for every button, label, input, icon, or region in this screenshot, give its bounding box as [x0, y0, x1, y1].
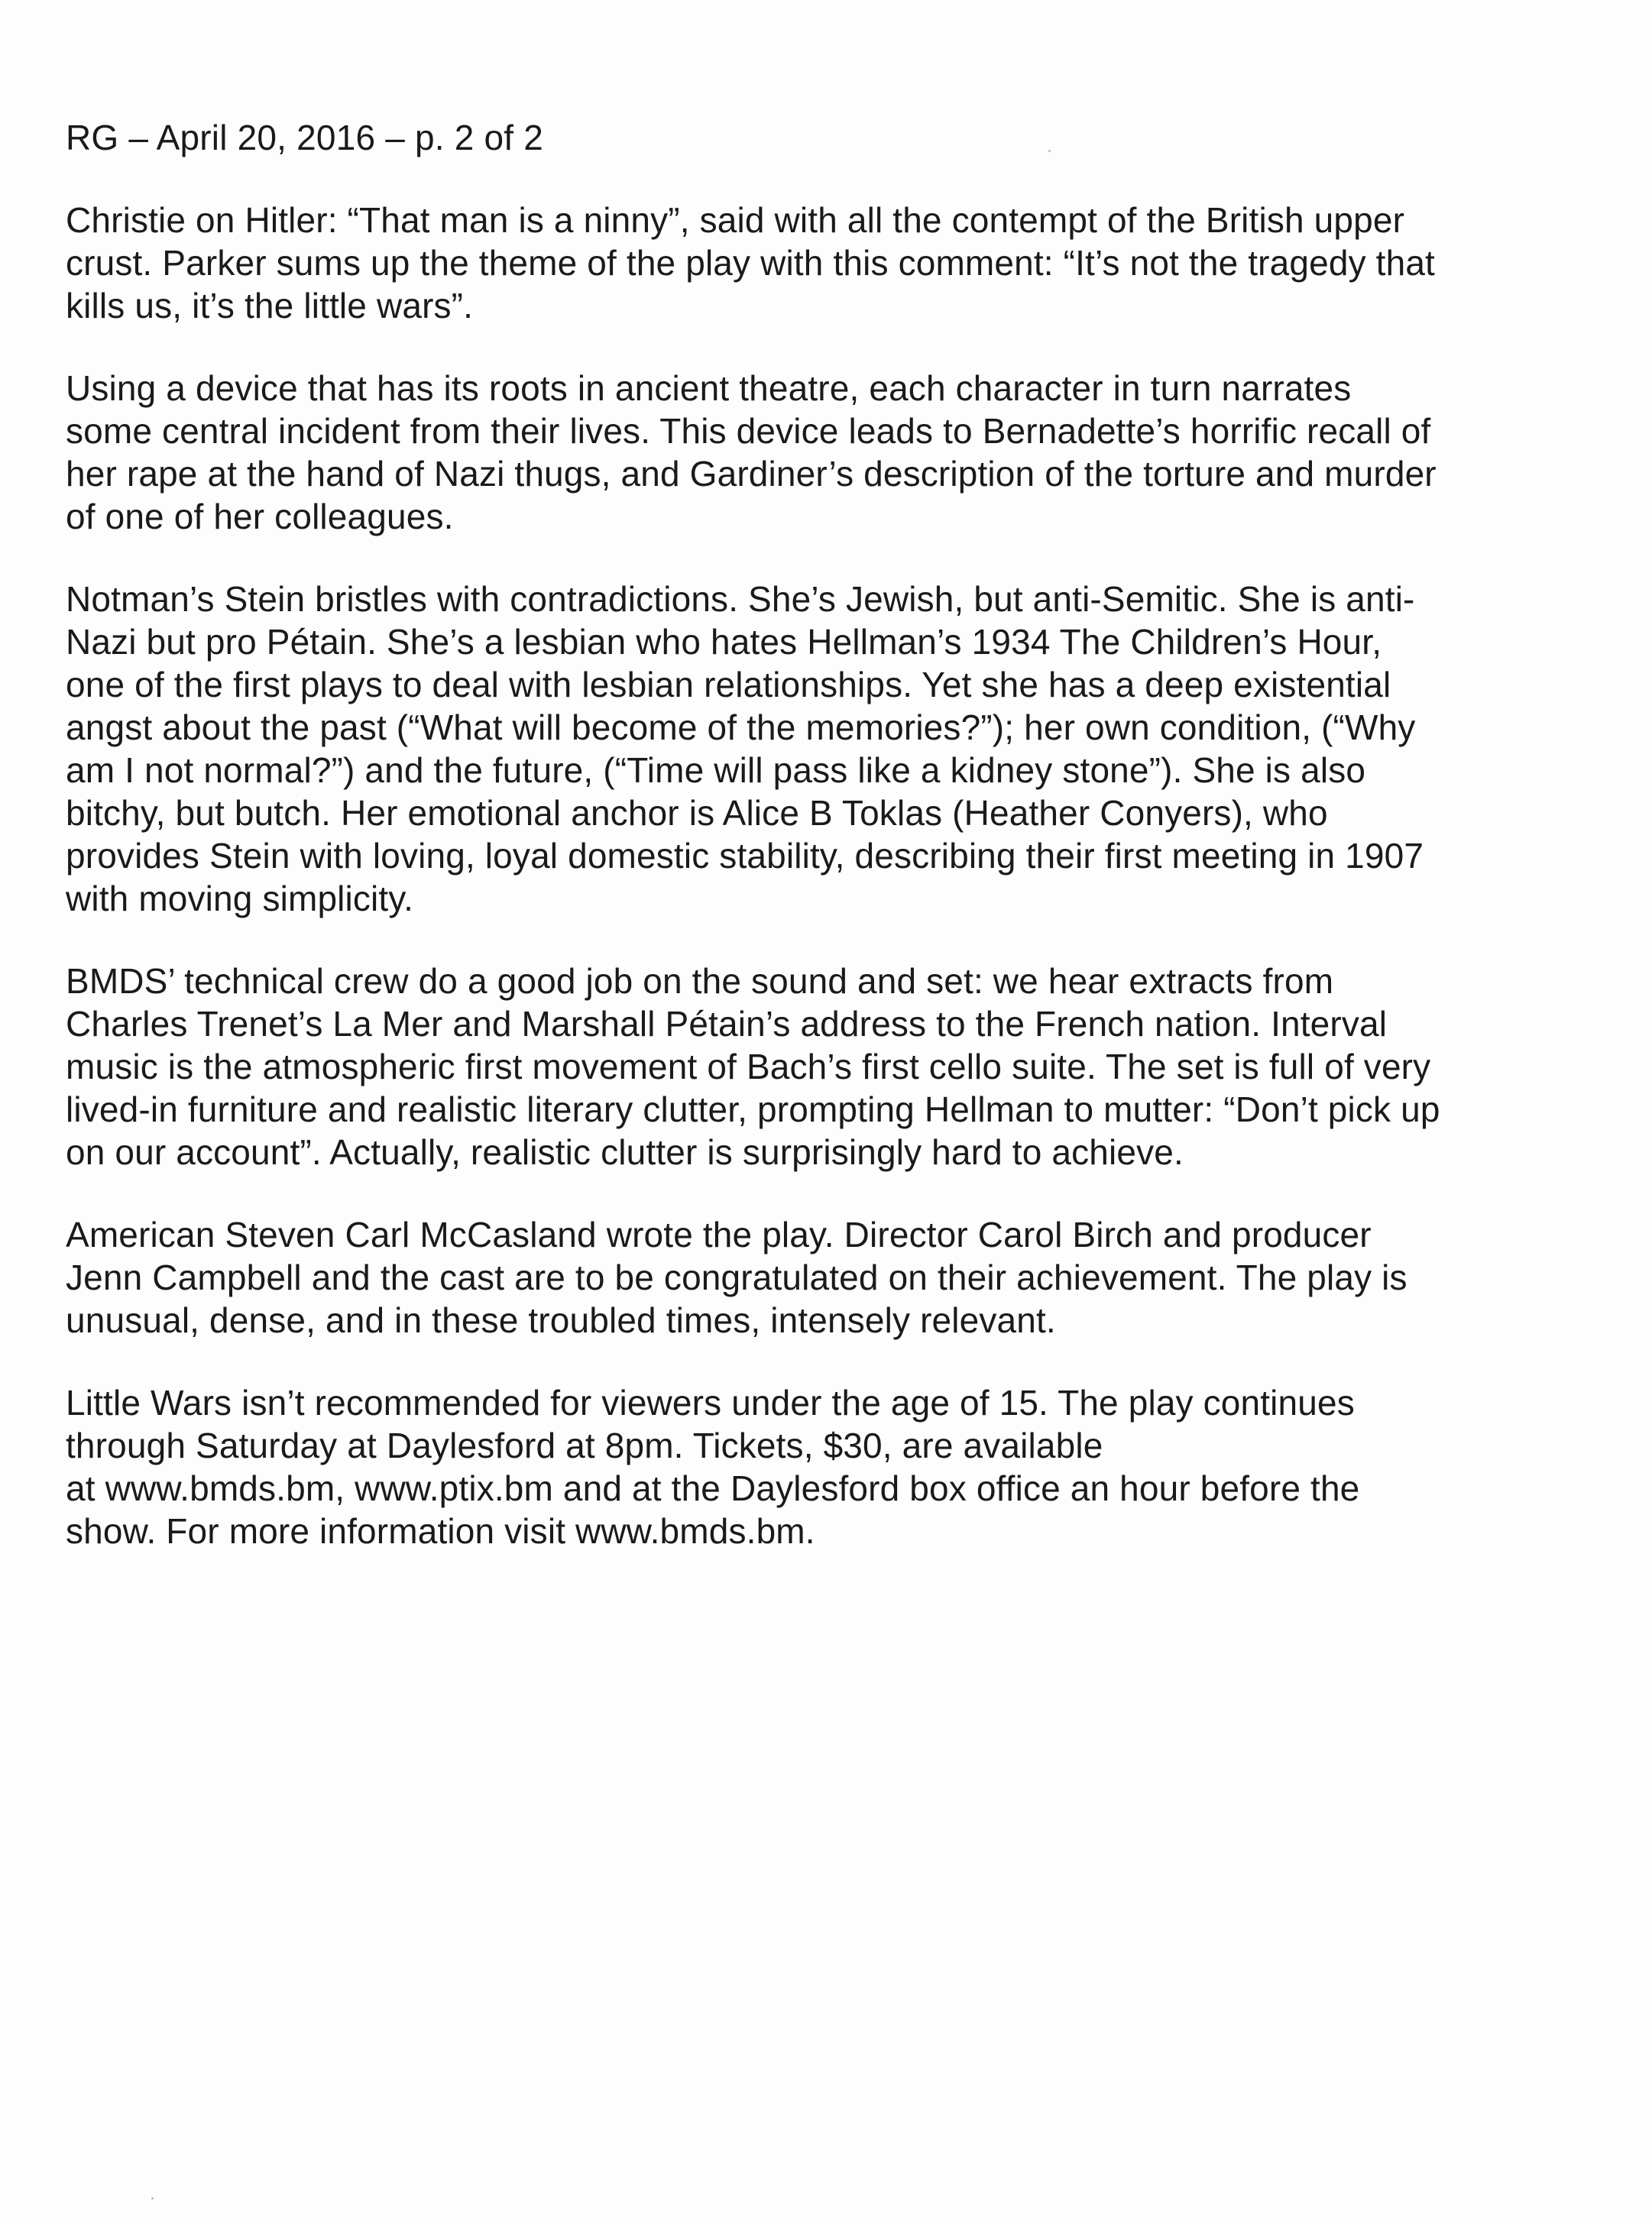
paragraph-narration-device: [66, 367, 1594, 538]
text-line: of one of her colleagues.: [66, 497, 454, 536]
text-line: bitchy, but butch. Her emotional anchor is Alice B Toklas (Heather Conyers), who: [66, 793, 1328, 833]
text-line: kills us, it’s the little wars”.: [66, 286, 474, 325]
text-line: some central incident from their lives. This device leads to Bernadette’s horrific recall of: [66, 411, 1431, 451]
text-line: crust. Parker sums up the theme of the play with this comment: “It’s not the tragedy that: [66, 243, 1435, 283]
text-line: music is the atmospheric first movement of Bach’s first cello suite. The set is full of very: [66, 1047, 1431, 1086]
text-line: Jenn Campbell and the cast are to be congratulated on their achievement. The play is: [66, 1258, 1407, 1297]
text-line: Nazi but pro Pétain. She’s a lesbian who hates Hellman’s 1934 The Children’s Hour,: [66, 622, 1382, 662]
text-line: Little Wars isn’t recommended for viewers under the age of 15. The play continues: [66, 1383, 1355, 1423]
text-line: with moving simplicity.: [66, 879, 414, 918]
text-line: one of the first plays to deal with lesbian relationships. Yet she has a deep existential: [66, 665, 1391, 704]
text-line: her rape at the hand of Nazi thugs, and Gardiner’s description of the torture and murder: [66, 454, 1437, 494]
page-reference-line: RG – April 20, 2016 – p. 2 of 2: [66, 118, 544, 157]
document-body: [66, 116, 1594, 1592]
text-line: on our account”. Actually, realistic clutter is surprisingly hard to achieve.: [66, 1132, 1184, 1172]
text-line: lived-in furniture and realistic literary clutter, prompting Hellman to mutter: “Don’t pick up: [66, 1089, 1440, 1129]
text-line: provides Stein with loving, loyal domestic stability, describing their first meeting in 1907: [66, 836, 1424, 876]
scan-speck: [151, 2197, 154, 2200]
text-line: at www.bmds.bm, www.ptix.bm and at the Daylesford box office an hour before the: [66, 1468, 1360, 1508]
text-line: angst about the past (“What will become of the memories?”); her own condition, (“Why: [66, 707, 1416, 747]
text-line: BMDS’ technical crew do a good job on the sound and set: we hear extracts from: [66, 961, 1334, 1001]
text-line: American Steven Carl McCasland wrote the play. Director Carol Birch and producer: [66, 1215, 1372, 1254]
text-line: am I not normal?”) and the future, (“Time will pass like a kidney stone”). She is also: [66, 750, 1366, 790]
paragraph-credits: [66, 1213, 1594, 1342]
text-line: through Saturday at Daylesford at 8pm. Tickets, $30, are available: [66, 1426, 1103, 1465]
paragraph-ticket-info: [66, 1381, 1594, 1552]
paragraph-hitler-quote: [66, 199, 1594, 327]
text-line: Charles Trenet’s La Mer and Marshall Pétain’s address to the French nation. Interval: [66, 1004, 1388, 1044]
paragraph-stein-character: [66, 578, 1594, 920]
text-line: Christie on Hitler: “That man is a ninny”, said with all the contempt of the British upper: [66, 200, 1405, 240]
paragraph-technical-crew: [66, 960, 1594, 1174]
text-line: Using a device that has its roots in ancient theatre, each character in turn narrates: [66, 368, 1352, 408]
text-line: Notman’s Stein bristles with contradictions. She’s Jewish, but anti-Semitic. She is anti-: [66, 579, 1415, 619]
text-line: unusual, dense, and in these troubled times, intensely relevant.: [66, 1300, 1056, 1340]
text-line: show. For more information visit www.bmds.bm.: [66, 1511, 815, 1551]
